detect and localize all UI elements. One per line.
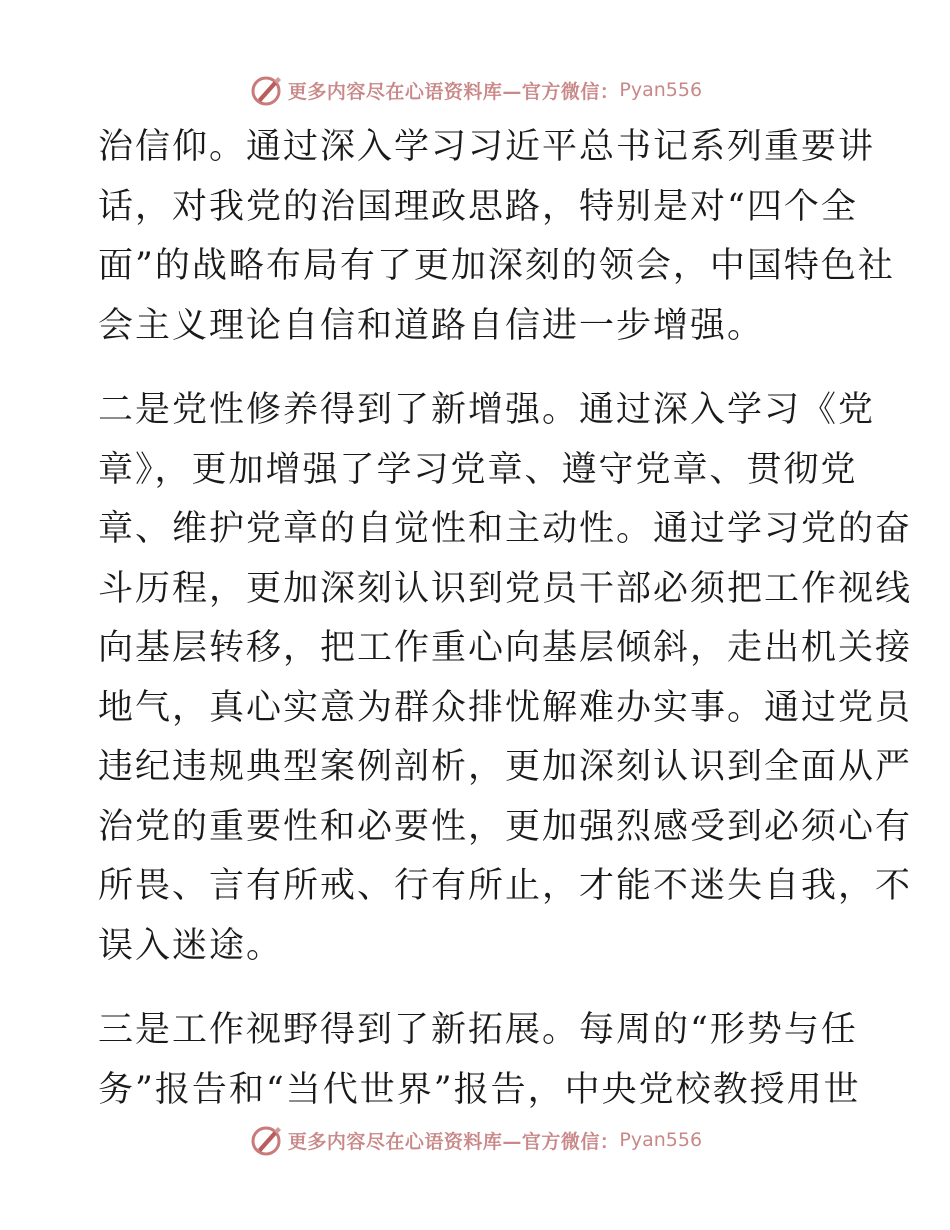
text-line: 斗历程，更加深刻认识到党员干部必须把工作视线 [98,568,913,609]
text-line: 二是党性修养得到了新增强。通过深入学习《党 [98,390,876,430]
text-line: 面”的战略布局有了更加深刻的领会，中国特色社 [98,246,895,286]
text-line: 务”报告和“当代世界”报告，中央党校教授用世 [98,1069,861,1110]
header-watermark [0,68,950,112]
header-banner-id: Pyan556 [619,79,703,101]
text-line: 治党的重要性和必要性，更加强烈感受到必须心有 [98,806,913,847]
text-line: 地气，真心实意为群众排忧解难办实事。通过党员 [98,687,913,728]
footer-banner-text: 更多内容尽在心语资料库—官方微信： [287,1130,620,1153]
text-line: 违纪违规典型案例剖析，更加深刻认识到全面从严 [98,747,913,787]
text-line: 误入迷途。 [98,925,284,966]
pen-circle-logo-icon [248,1122,284,1158]
text-line: 话，对我党的治国理政思路，特别是对“四个全 [98,186,858,227]
footer-banner-id: Pyan556 [619,1129,703,1151]
pen-circle-logo-icon [248,72,284,108]
paragraph-3 [98,1001,861,1120]
text-line: 向基层转移，把工作重心向基层倾斜，走出机关接 [98,628,913,668]
text-line: 章、维护党章的自觉性和主动性。通过学习党的奋 [98,509,913,549]
paragraph-1 [98,118,895,356]
document-body [98,118,913,1120]
header-banner-text: 更多内容尽在心语资料库—官方微信： [287,80,620,103]
text-line: 所畏、言有所戒、行有所止，才能不迷失自我，不 [98,866,913,906]
text-line: 三是工作视野得到了新拓展。每周的“形势与任 [98,1010,858,1050]
paragraph-2 [98,381,913,976]
text-line: 会主义理论自信和道路自信进一步增强。 [98,305,765,346]
footer-watermark [0,1118,950,1162]
text-line: 章》，更加增强了学习党章、遵守党章、贯彻党 [98,449,858,490]
text-line: 治信仰。通过深入学习习近平总书记系列重要讲 [98,127,876,167]
